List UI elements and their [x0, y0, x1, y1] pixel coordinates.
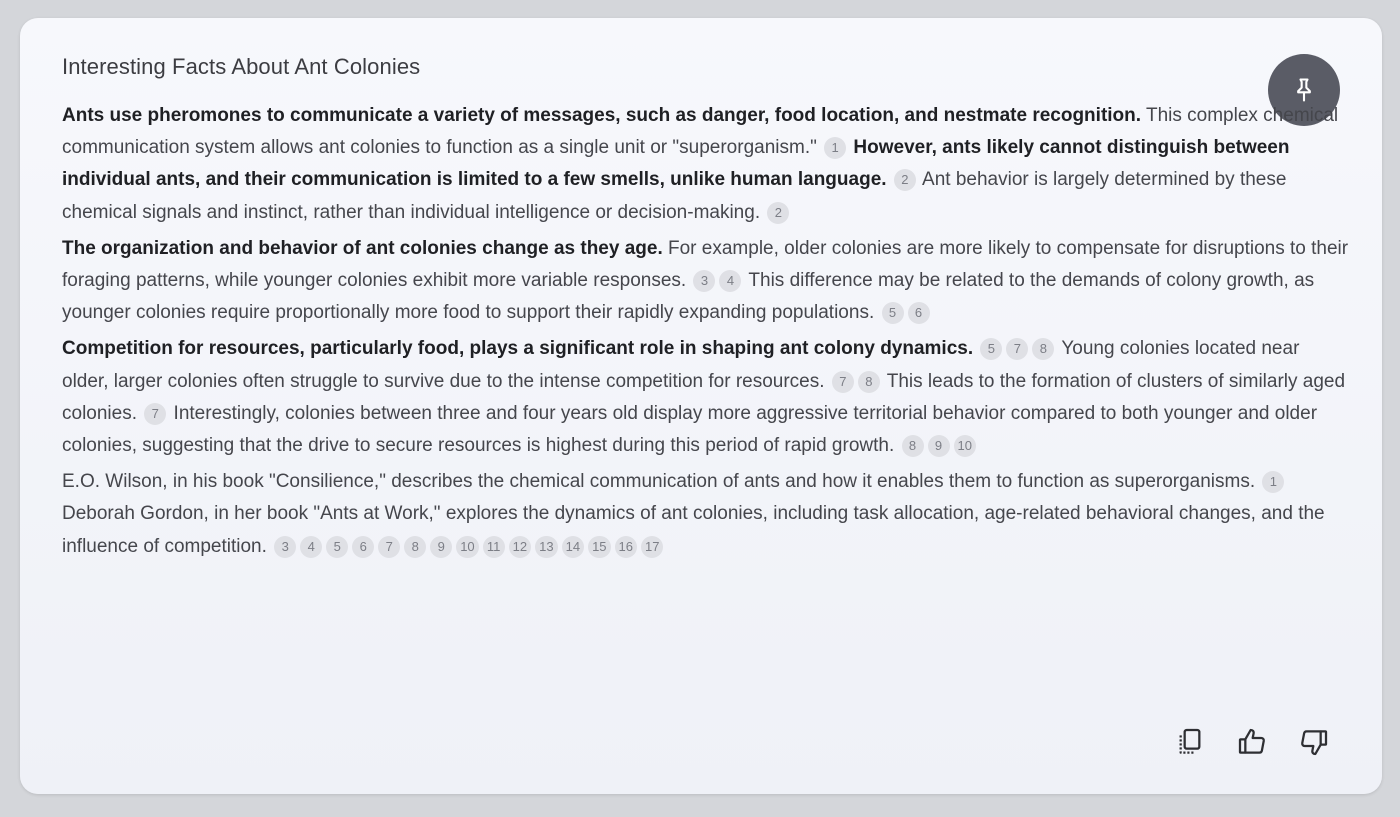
body-text: For example, older colonies are more likely to compensate for disruptions to their foraging patterns, while younger colonies exhibit more variable responses.	[62, 237, 1349, 292]
body-text: This complex chemical communication system allows ant colonies to function as a single unit or "superorganism."	[62, 105, 1339, 159]
thumbs-up-icon	[1236, 726, 1268, 758]
response-body	[62, 100, 1350, 567]
copy-button[interactable]	[1172, 724, 1208, 760]
citation-chip[interactable]: 16	[615, 536, 637, 558]
citation-chip[interactable]: 10	[954, 435, 976, 457]
citation-chip[interactable]: 8	[404, 536, 426, 558]
response-paragraph	[62, 466, 1350, 563]
citation-chip[interactable]: 5	[326, 536, 348, 558]
citation-chip[interactable]: 17	[641, 536, 663, 558]
key-point-text: However, ants likely cannot distinguish between individual ants, and their communication is limited to a few smells, unlike human language.	[62, 137, 1290, 191]
citation-chip[interactable]: 10	[456, 536, 478, 558]
citation-chip[interactable]: 3	[274, 536, 296, 558]
citation-chip[interactable]: 14	[562, 536, 584, 558]
citation-chip[interactable]: 2	[894, 169, 916, 191]
key-point-text: The organization and behavior of ant colonies change as they age.	[62, 237, 663, 259]
citation-chip[interactable]: 7	[378, 536, 400, 558]
body-text: Interestingly, colonies between three and four years old display more aggressive territorial behavior compared to both younger and older colonies, suggesting that the drive to secure resources is highest during this period of rapid growth.	[62, 402, 1318, 457]
citation-chip[interactable]: 8	[858, 371, 880, 393]
citation-chip[interactable]: 5	[980, 338, 1002, 360]
citation-chip[interactable]: 2	[767, 202, 789, 224]
citation-chip[interactable]: 13	[535, 536, 557, 558]
citation-chip[interactable]: 7	[144, 403, 166, 425]
citation-chip[interactable]: 5	[882, 302, 904, 324]
citation-chip[interactable]: 1	[1262, 471, 1284, 493]
thumbs-down-icon	[1298, 726, 1330, 758]
citation-chip[interactable]: 7	[1006, 338, 1028, 360]
body-text: Deborah Gordon, in her book "Ants at Work," explores the dynamics of ant colonies, including task allocation, age-related behavioral changes, and the influence of competition.	[62, 503, 1325, 557]
response-title: Interesting Facts About Ant Colonies	[62, 54, 421, 79]
thumbs-down-button[interactable]	[1296, 724, 1332, 760]
response-paragraph	[62, 100, 1350, 229]
citation-chip[interactable]: 9	[430, 536, 452, 558]
citation-chip[interactable]: 8	[1032, 338, 1054, 360]
citation-chip[interactable]: 1	[824, 137, 846, 159]
copy-icon	[1174, 726, 1206, 758]
body-text: This difference may be related to the demands of colony growth, as younger colonies require proportionally more food to support their rapidly expanding populations.	[62, 270, 1315, 324]
response-paragraph	[62, 333, 1350, 462]
citation-chip[interactable]: 4	[719, 270, 741, 292]
response-card	[20, 18, 1382, 794]
body-text: Young colonies located near older, larger colonies often struggle to survive due to the intense competition for resources.	[62, 338, 1300, 392]
key-point-text: Ants use pheromones to communicate a variety of messages, such as danger, food location, and nestmate recognition.	[62, 105, 1142, 126]
response-paragraph	[62, 233, 1350, 330]
body-text: This leads to the formation of clusters of similarly aged colonies.	[62, 370, 1346, 424]
thumbs-up-button[interactable]	[1234, 724, 1270, 760]
citation-chip[interactable]: 12	[509, 536, 531, 558]
citation-chip[interactable]: 6	[908, 302, 930, 324]
body-text	[887, 169, 892, 190]
key-point-text: Competition for resources, particularly food, plays a significant role in shaping ant colony dynamics.	[62, 338, 974, 360]
citation-chip[interactable]: 15	[588, 536, 610, 558]
citation-chip[interactable]: 4	[300, 536, 322, 558]
citation-chip[interactable]: 9	[928, 435, 950, 457]
body-text: E.O. Wilson, in his book "Consilience," describes the chemical communication of ants and how it enables them to function as superorganisms.	[62, 471, 1261, 493]
body-text: Ant behavior is largely determined by these chemical signals and instinct, rather than individual intelligence or decision-making.	[62, 169, 1287, 223]
citation-chip[interactable]: 8	[902, 435, 924, 457]
citation-chip[interactable]: 6	[352, 536, 374, 558]
citation-chip[interactable]: 11	[483, 536, 505, 558]
citation-chip[interactable]: 3	[693, 270, 715, 292]
response-actions	[1172, 724, 1332, 760]
body-text	[973, 338, 978, 359]
citation-chip[interactable]: 7	[832, 371, 854, 393]
